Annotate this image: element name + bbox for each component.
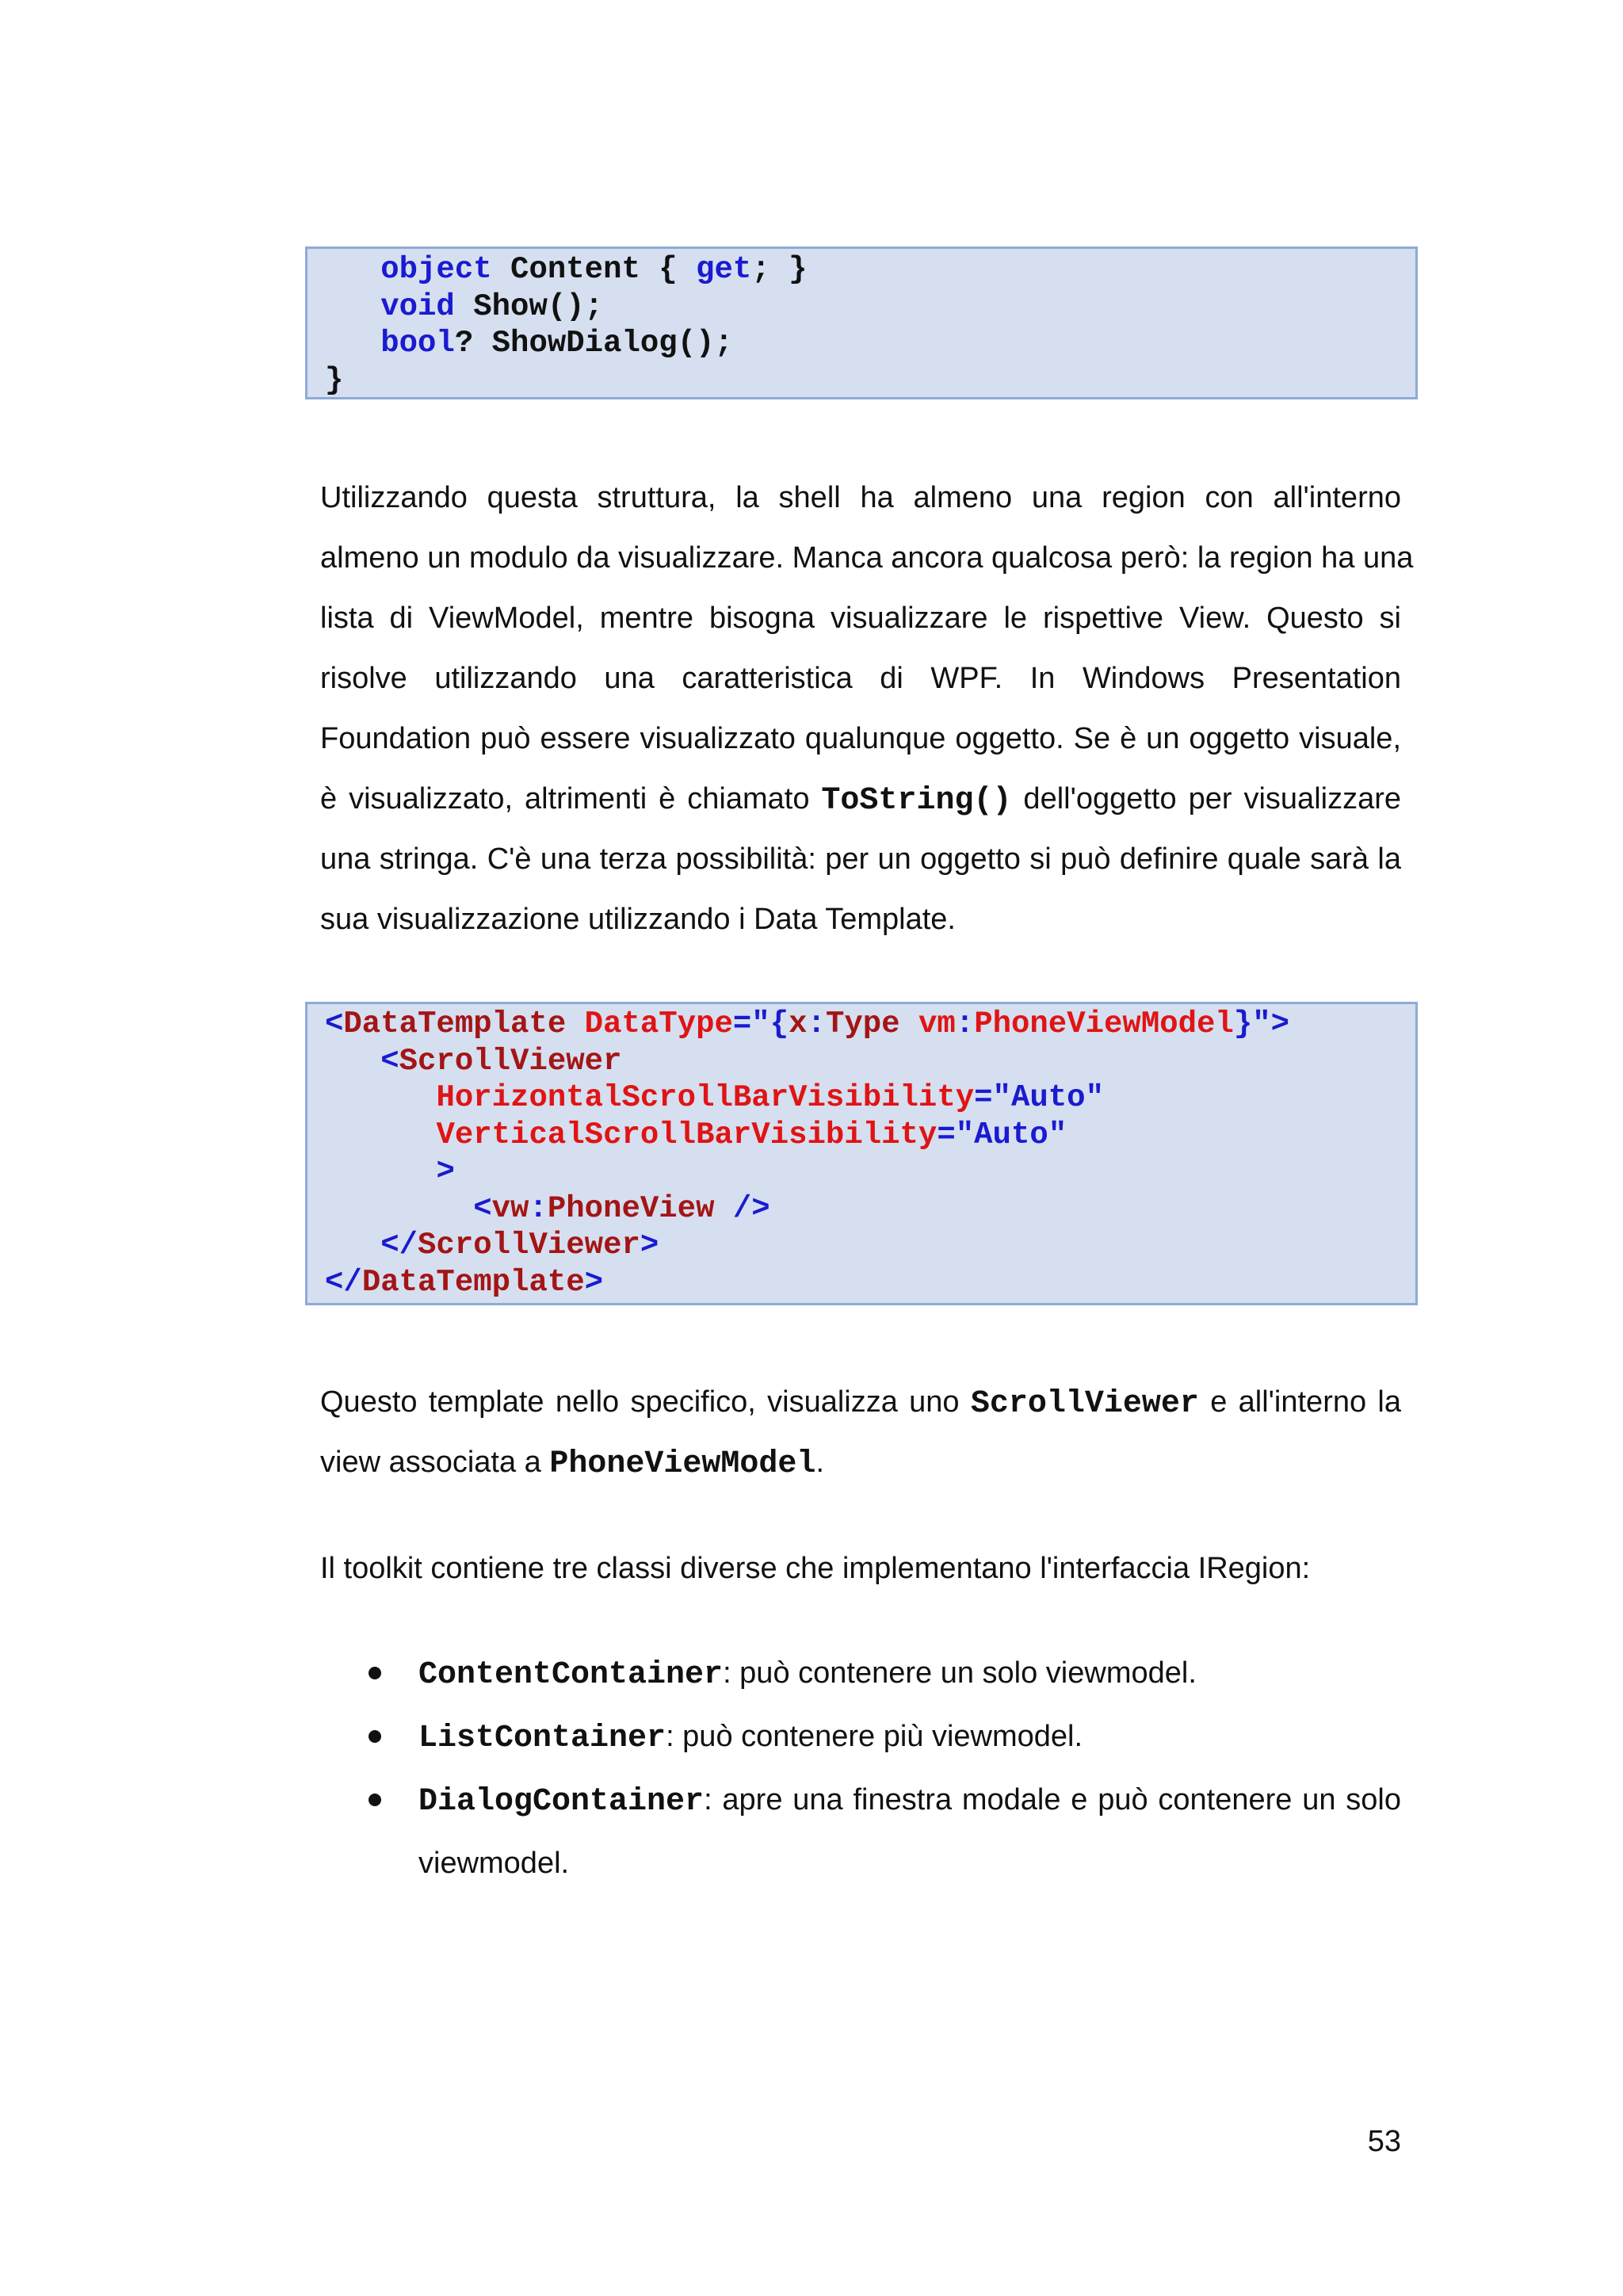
code-line — [325, 1006, 1415, 1043]
paragraph-line: Foundation può essere visualizzato qualunque oggetto. Se è un oggetto visuale, — [320, 722, 1401, 755]
text-run: : può contenere un solo viewmodel. — [723, 1656, 1197, 1690]
code-line — [325, 288, 1415, 326]
code-token: /> — [714, 1190, 770, 1226]
code-line — [325, 1079, 1415, 1117]
code-token: < — [380, 1043, 399, 1079]
code-line — [325, 1043, 1415, 1080]
list-item-line — [418, 1641, 1401, 1705]
code-token: : — [529, 1190, 548, 1226]
list-item — [365, 1705, 1401, 1768]
code-token: Type — [825, 1007, 900, 1041]
code-token — [325, 1154, 436, 1189]
list-item — [365, 1768, 1401, 1895]
code-token: ScrollViewer — [399, 1043, 622, 1079]
paragraph-toolkit-intro — [320, 1538, 1401, 1599]
inline-code: PhoneViewModel — [549, 1446, 816, 1482]
inline-code: ScrollViewer — [970, 1386, 1199, 1422]
code-token: </ — [380, 1228, 418, 1263]
text-run: view associata a — [320, 1446, 550, 1479]
paragraph-line: risolve utilizzando una caratteristica di WPF. In Windows Presentation — [320, 662, 1401, 695]
list-item — [365, 1641, 1401, 1705]
code-token — [566, 1007, 584, 1041]
code-token: ScrollViewer — [418, 1228, 640, 1263]
code-token: ? ShowDialog(); — [454, 326, 733, 361]
code-token: VerticalScrollBarVisibility — [436, 1117, 938, 1152]
code-token — [325, 1080, 436, 1115]
code-token: DataTemplate — [343, 1007, 567, 1041]
code-token — [325, 1191, 473, 1226]
code-line — [325, 251, 1415, 288]
code-token: Show(); — [454, 288, 604, 324]
code-token: > — [436, 1154, 455, 1189]
paragraph-line — [320, 1372, 1401, 1432]
code-token: < — [325, 1007, 344, 1041]
paragraph-region-explanation — [320, 468, 1414, 949]
code-token: < — [473, 1190, 492, 1226]
region-class-list — [365, 1641, 1401, 1895]
code-line — [325, 362, 1415, 399]
code-line — [325, 1190, 1415, 1228]
code-token: ="Auto" — [937, 1117, 1067, 1152]
code-token — [325, 289, 380, 324]
list-item-line — [418, 1768, 1401, 1832]
text-run: viewmodel. — [418, 1847, 570, 1880]
code-block-datatemplate — [305, 1002, 1418, 1305]
text-run: Questo template nello specifico, visualizza uno — [320, 1385, 971, 1419]
text-run: : può contenere più viewmodel. — [666, 1720, 1083, 1753]
code-token: DataTemplate — [361, 1264, 585, 1300]
inline-code: DialogContainer — [418, 1784, 705, 1820]
text-run: . — [815, 1446, 824, 1479]
text-run: dell'oggetto per visualizzare — [1011, 782, 1401, 816]
code-token: > — [584, 1264, 604, 1300]
code-token: } — [325, 362, 344, 398]
paragraph-line: Il toolkit contiene tre classi diverse che implementano l'interfaccia IRegion: — [320, 1552, 1311, 1585]
code-token: DataType — [584, 1007, 733, 1041]
code-token: ="{ — [732, 1007, 789, 1041]
code-token — [900, 1007, 918, 1041]
code-token: bool — [380, 326, 455, 361]
paragraph-line — [320, 769, 1401, 829]
bullet-icon — [369, 1730, 381, 1743]
code-token: : — [807, 1007, 826, 1041]
code-token: object — [380, 252, 492, 287]
code-token: Content { — [491, 252, 697, 287]
paragraph-template-description — [320, 1372, 1401, 1492]
code-token: ; } — [751, 252, 808, 287]
code-token: get — [696, 252, 752, 287]
code-token: PhoneView — [547, 1190, 715, 1226]
paragraph-line: una stringa. C'è una terza possibilità: per un oggetto si può definire quale sarà la — [320, 842, 1401, 876]
page-number: 53 — [1367, 2125, 1401, 2158]
code-line — [325, 1264, 1415, 1301]
code-token: x — [789, 1007, 808, 1041]
code-line — [325, 325, 1415, 362]
code-token: PhoneViewModel — [974, 1007, 1234, 1041]
paragraph-line: lista di ViewModel, mentre bisogna visualizzare le rispettive View. Questo si — [320, 602, 1401, 635]
text-run: è visualizzato, altrimenti è chiamato — [320, 782, 822, 816]
inline-code: ContentContainer — [418, 1657, 724, 1693]
text-run: : apre una finestra modale e può contenere un solo — [704, 1783, 1401, 1817]
paragraph-line: sua visualizzazione utilizzando i Data Template. — [320, 903, 956, 936]
code-token: HorizontalScrollBarVisibility — [436, 1080, 975, 1115]
inline-code: ToString() — [821, 783, 1012, 819]
code-token: </ — [325, 1264, 362, 1300]
code-token: vm — [918, 1007, 956, 1041]
code-token — [325, 1044, 380, 1079]
code-line — [325, 1227, 1415, 1264]
paragraph-line: Utilizzando questa struttura, la shell ha almeno una region con all'interno — [320, 481, 1401, 514]
code-line — [325, 1153, 1415, 1190]
code-token: ="Auto" — [974, 1080, 1104, 1115]
code-token — [325, 252, 380, 287]
list-item-line — [418, 1705, 1401, 1768]
inline-code: ListContainer — [418, 1721, 666, 1756]
code-token — [325, 1228, 380, 1263]
code-block-interface — [305, 246, 1418, 399]
list-item-line — [418, 1832, 1401, 1895]
code-token: : — [955, 1007, 975, 1041]
code-line — [325, 1117, 1415, 1154]
bullet-icon — [369, 1667, 381, 1679]
bullet-icon — [369, 1794, 381, 1806]
text-run: e all'interno la — [1198, 1385, 1401, 1419]
code-token: > — [640, 1228, 659, 1263]
code-token: }"> — [1233, 1007, 1290, 1041]
paragraph-line — [320, 1432, 1401, 1492]
code-token: vw — [491, 1190, 529, 1226]
code-token — [325, 326, 380, 361]
code-token: void — [380, 288, 455, 324]
paragraph-line: almeno un modulo da visualizzare. Manca ancora qualcosa però: la region ha una — [320, 541, 1414, 575]
code-token — [325, 1117, 436, 1152]
